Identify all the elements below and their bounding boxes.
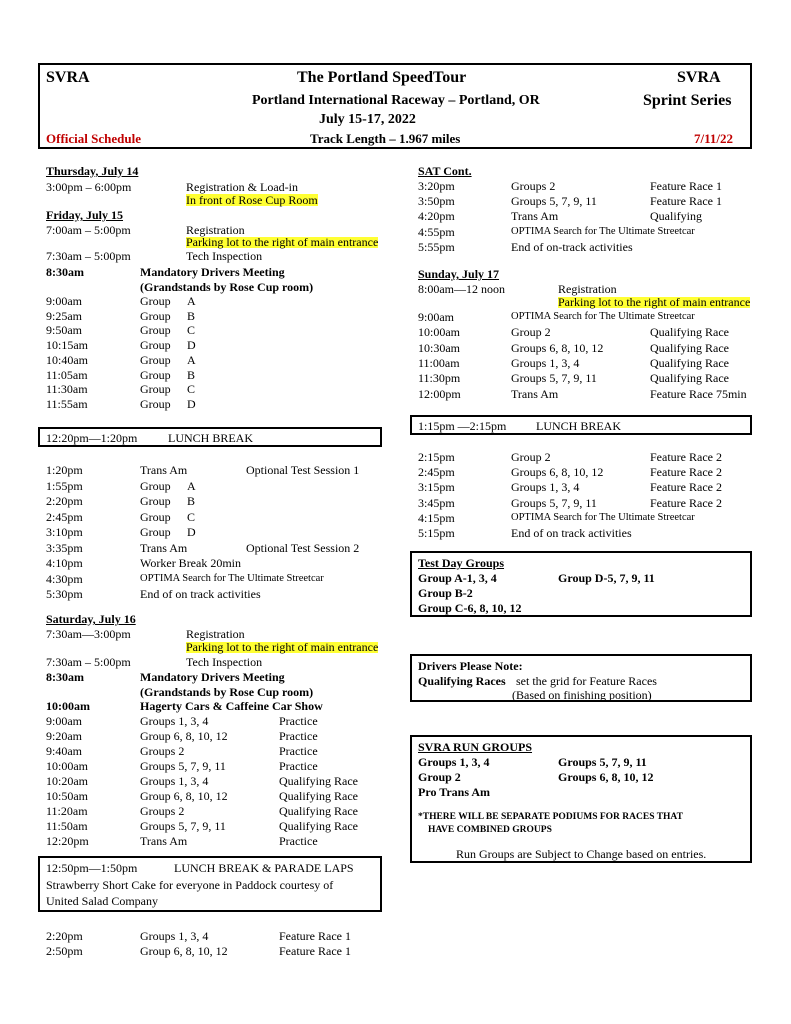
- note-text: (Based on finishing position): [512, 688, 652, 702]
- session: Practice: [279, 759, 318, 773]
- friday-meeting-location: (Grandstands by Rose Cup room): [140, 280, 314, 294]
- box-title: Test Day Groups: [418, 556, 505, 570]
- group: Group 2: [511, 325, 551, 340]
- time: 10:15am: [46, 338, 88, 353]
- event: Tech Inspection: [186, 249, 263, 263]
- group: Trans Am: [140, 463, 188, 477]
- time: 9:00am: [46, 714, 82, 728]
- time: 12:00pm: [418, 386, 461, 401]
- run-groups-box: [410, 735, 752, 863]
- time: 2:50pm: [46, 944, 83, 958]
- group: OPTIMA Search for The Ultimate Streetcar: [140, 572, 324, 584]
- sunday-title: Sunday, July 17: [418, 267, 500, 281]
- podium-note: HAVE COMBINED GROUPS: [428, 825, 552, 835]
- session: Feature Race 75min: [650, 386, 747, 401]
- group: Group: [140, 525, 171, 539]
- group-letter: D: [187, 338, 196, 353]
- venue: Portland International Raceway – Portland, OR: [252, 93, 540, 108]
- group: Groups 1, 3, 4: [140, 774, 209, 788]
- group: Group 6, 8, 10, 12: [140, 729, 228, 743]
- session: Feature Race 1: [279, 944, 351, 958]
- group: Worker Break 20min: [140, 556, 242, 570]
- group-letter: B: [187, 494, 196, 508]
- group: Groups 5, 7, 9, 11: [140, 819, 226, 833]
- time: 2:45pm: [418, 465, 455, 480]
- time: 7:30am—3:00pm: [46, 627, 131, 641]
- session: Optional Test Session 2: [246, 540, 360, 555]
- time: 3:00pm – 6:00pm: [46, 180, 132, 194]
- revision-date: 7/11/22: [694, 131, 734, 146]
- group: Trans Am: [140, 540, 188, 555]
- session: Feature Race 2: [650, 480, 722, 495]
- time: 7:00am – 5:00pm: [46, 223, 131, 237]
- time: 2:15pm: [418, 450, 455, 464]
- group: Groups 5, 7, 9, 11: [511, 495, 597, 510]
- time: 1:20pm: [46, 463, 83, 477]
- time: 11:55am: [46, 396, 88, 411]
- group: Group: [140, 294, 171, 308]
- friday-reg-note: Parking lot to the right of main entrance: [186, 235, 379, 249]
- test-group: Group A-1, 3, 4: [418, 571, 497, 585]
- group-letter: B: [187, 308, 196, 323]
- group-letter: A: [187, 294, 196, 308]
- time: 10:00am: [46, 759, 88, 773]
- session: Feature Race 2: [650, 450, 722, 464]
- session: Practice: [279, 834, 318, 848]
- time: 4:55pm: [418, 224, 455, 239]
- session: Feature Race 2: [650, 495, 722, 510]
- group-letter: D: [187, 525, 196, 539]
- group: Groups 1, 3, 4: [511, 355, 580, 370]
- time: 5:55pm: [418, 239, 455, 254]
- session: Practice: [279, 714, 318, 728]
- test-group: Group C-6, 8, 10, 12: [418, 601, 522, 615]
- time: 8:30am: [46, 265, 84, 279]
- time: 10:00am: [46, 699, 90, 713]
- svra-right: SVRA: [677, 69, 721, 86]
- header-box: [38, 63, 752, 149]
- sunday-reg-note: Parking lot to the right of main entrance: [558, 295, 751, 309]
- time: 9:20am: [46, 729, 82, 743]
- group: OPTIMA Search for The Ultimate Streetcar: [511, 511, 695, 523]
- group: Groups 6, 8, 10, 12: [511, 465, 604, 480]
- group-letter: C: [187, 382, 196, 397]
- time: 9:50am: [46, 323, 82, 338]
- thursday-title: Thursday, July 14: [46, 164, 139, 178]
- event-title: The Portland SpeedTour: [297, 69, 467, 86]
- group: Group 6, 8, 10, 12: [140, 789, 228, 803]
- time: 3:45pm: [418, 495, 455, 510]
- time: 5:15pm: [418, 526, 455, 540]
- session: Qualifying Race: [650, 371, 729, 386]
- group: Groups 2: [140, 744, 185, 758]
- run-group: Pro Trans Am: [418, 785, 491, 799]
- time: 5:30pm: [46, 587, 83, 601]
- run-group: Groups 6, 8, 10, 12: [558, 770, 654, 784]
- lunch-time: 12:20pm—1:20pm: [46, 431, 138, 445]
- time: 12:20pm: [46, 834, 89, 848]
- time: 10:40am: [46, 352, 88, 367]
- time: 4:15pm: [418, 510, 455, 525]
- session: Feature Race 1: [279, 929, 351, 943]
- saturday-lunch-box: [38, 856, 382, 912]
- event: Registration & Load-in: [186, 180, 298, 194]
- group: Groups 5, 7, 9, 11: [511, 371, 597, 386]
- session: Qualifying Race: [650, 340, 729, 355]
- session: Qualifying Race: [650, 355, 729, 370]
- session: Feature Race 2: [650, 465, 722, 480]
- test-day-groups-box: [410, 551, 752, 617]
- time: 11:05am: [46, 367, 88, 382]
- time: 9:40am: [46, 744, 82, 758]
- event: Mandatory Drivers Meeting: [140, 265, 285, 279]
- svra-left: SVRA: [46, 69, 90, 86]
- run-group: Group 2: [418, 770, 461, 784]
- time: 10:20am: [46, 774, 88, 788]
- series-name: Sprint Series: [643, 92, 732, 109]
- time: 11:30pm: [418, 371, 461, 386]
- group: Trans Am: [511, 386, 559, 401]
- box-title: Drivers Please Note:: [418, 659, 523, 673]
- sat-cont-title: SAT Cont.: [418, 164, 472, 178]
- session: Qualifying: [650, 209, 702, 224]
- group: Groups 1, 3, 4: [140, 929, 209, 943]
- group-letter: C: [187, 323, 196, 338]
- test-group: Group B-2: [418, 586, 473, 600]
- event: Tech Inspection: [186, 655, 263, 669]
- time: 11:30am: [46, 382, 88, 397]
- sunday-lunch-box: [410, 415, 752, 435]
- lunch-label: LUNCH BREAK & PARADE LAPS: [174, 861, 354, 875]
- group: Group 2: [511, 450, 551, 464]
- friday-title: Friday, July 15: [46, 208, 124, 222]
- time: 7:30am – 5:00pm: [46, 655, 131, 669]
- test-group: Group D-5, 7, 9, 11: [558, 571, 655, 585]
- session: Practice: [279, 744, 318, 758]
- session: Qualifying Race: [279, 819, 358, 833]
- track-length: Track Length – 1.967 miles: [310, 131, 461, 146]
- group-letter: C: [187, 509, 196, 524]
- time: 10:00am: [418, 325, 460, 340]
- time: 2:20pm: [46, 494, 83, 508]
- friday-lunch-box: [38, 427, 382, 447]
- run-groups-footer: Run Groups are Subject to Change based on entries.: [456, 847, 707, 861]
- session: Qualifying Race: [279, 804, 358, 818]
- lunch-time: 1:15pm —2:15pm: [418, 419, 507, 433]
- group: Groups 5, 7, 9, 11: [511, 194, 597, 209]
- saturday-title: Saturday, July 16: [46, 612, 136, 626]
- time: 4:10pm: [46, 556, 83, 570]
- group: Group: [140, 509, 171, 524]
- run-group: Groups 5, 7, 9, 11: [558, 755, 647, 769]
- group: OPTIMA Search for The Ultimate Streetcar: [511, 225, 695, 237]
- group: Group: [140, 352, 171, 367]
- event: Registration: [558, 282, 617, 296]
- session: Feature Race 1: [650, 179, 722, 193]
- lunch-label: LUNCH BREAK: [536, 419, 622, 433]
- time: 4:20pm: [418, 209, 455, 224]
- group: Group: [140, 382, 171, 397]
- official-schedule-label: Official Schedule: [46, 131, 141, 146]
- time: 10:30am: [418, 340, 460, 355]
- group-letter: A: [187, 478, 196, 493]
- time: 8:00am—12 noon: [418, 282, 505, 296]
- group: Group: [140, 338, 171, 353]
- saturday-meeting-location: (Grandstands by Rose Cup room): [140, 685, 314, 699]
- time: 8:30am: [46, 670, 84, 684]
- lunch-time: 12:50pm—1:50pm: [46, 861, 138, 875]
- time: 3:15pm: [418, 480, 455, 495]
- event-dates: July 15-17, 2022: [319, 112, 416, 127]
- time: 3:10pm: [46, 525, 83, 539]
- event: Registration: [186, 223, 245, 237]
- group: Groups 5, 7, 9, 11: [140, 759, 226, 773]
- time: 11:20am: [46, 804, 88, 818]
- time: 11:50am: [46, 819, 88, 833]
- group: Group: [140, 494, 171, 508]
- time: 2:45pm: [46, 509, 83, 524]
- group: Group 6, 8, 10, 12: [140, 944, 228, 958]
- session: Practice: [279, 729, 318, 743]
- time: 3:35pm: [46, 540, 83, 555]
- note-emphasis: Qualifying Races: [418, 674, 506, 688]
- group: OPTIMA Search for The Ultimate Streetcar: [511, 311, 695, 322]
- group: Group: [140, 478, 171, 493]
- group: End of on-track activities: [511, 239, 633, 254]
- group: Trans Am: [511, 209, 559, 224]
- group: Group: [140, 308, 171, 323]
- time: 4:30pm: [46, 571, 83, 586]
- time: 9:00am: [418, 310, 454, 324]
- session: Qualifying Race: [279, 789, 358, 803]
- group-letter: A: [187, 352, 196, 367]
- group: Trans Am: [140, 834, 188, 848]
- event: Registration: [186, 627, 245, 641]
- time: 10:50am: [46, 789, 88, 803]
- time: 11:00am: [418, 355, 460, 370]
- run-group: Groups 1, 3, 4: [418, 755, 490, 769]
- event: Hagerty Cars & Caffeine Car Show: [140, 699, 323, 713]
- lunch-label: LUNCH BREAK: [168, 431, 254, 445]
- group-letter: B: [187, 367, 196, 382]
- session: Qualifying Race: [279, 774, 358, 788]
- group: Groups 2: [140, 804, 185, 818]
- session: Feature Race 1: [650, 194, 722, 209]
- group: End of on track activities: [511, 526, 632, 540]
- time: 9:25am: [46, 308, 82, 323]
- time: 3:20pm: [418, 179, 455, 193]
- lunch-note-line: United Salad Company: [46, 894, 158, 908]
- drivers-note-box: [410, 654, 752, 702]
- time: 1:55pm: [46, 478, 83, 493]
- group: Groups 1, 3, 4: [511, 480, 580, 495]
- podium-note: *THERE WILL BE SEPARATE PODIUMS FOR RACES THAT: [418, 812, 683, 822]
- time: 3:50pm: [418, 194, 455, 209]
- session: Qualifying Race: [650, 325, 729, 340]
- box-title: SVRA RUN GROUPS: [418, 740, 533, 754]
- group: Groups 6, 8, 10, 12: [511, 340, 604, 355]
- thursday-note: In front of Rose Cup Room: [186, 193, 318, 207]
- group: End of on track activities: [140, 587, 261, 601]
- group-letter: D: [187, 396, 196, 411]
- saturday-reg-note: Parking lot to the right of main entrance: [186, 640, 379, 654]
- time: 9:00am: [46, 294, 82, 308]
- time: 2:20pm: [46, 929, 83, 943]
- event: Mandatory Drivers Meeting: [140, 670, 285, 684]
- note-text: set the grid for Feature Races: [516, 674, 657, 688]
- lunch-note-line: Strawberry Short Cake for everyone in Paddock courtesy of: [46, 878, 334, 892]
- group: Group: [140, 396, 171, 411]
- group: Group: [140, 367, 171, 382]
- time: 7:30am – 5:00pm: [46, 249, 131, 263]
- group: Group: [140, 323, 171, 338]
- group: Groups 2: [511, 179, 556, 193]
- group: Groups 1, 3, 4: [140, 714, 209, 728]
- session: Optional Test Session 1: [246, 463, 360, 477]
